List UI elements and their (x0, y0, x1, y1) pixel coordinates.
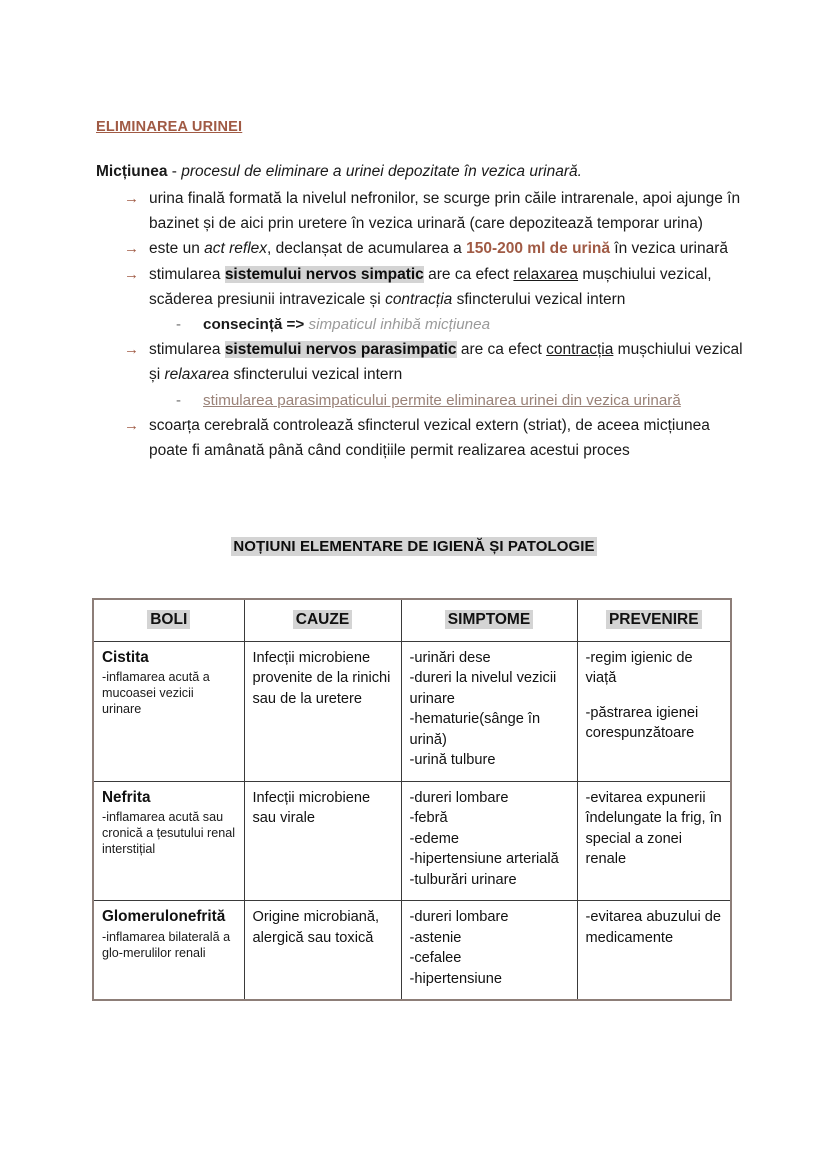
diseases-table (92, 598, 732, 1001)
prevention-item: -regim igienic de viață (585, 649, 693, 686)
symptom-item: -dureri lombare (409, 909, 509, 925)
definition-term: Micțiunea (96, 163, 168, 180)
bullet-text-run: are ca efect (456, 341, 547, 359)
cell-disease (93, 781, 244, 901)
bullet-item (96, 186, 746, 236)
symptom-item: -hematurie(sânge în urină) (409, 711, 541, 748)
bullet-text-run: relaxarea (513, 265, 579, 283)
bullet-text-run: stimularea (149, 265, 225, 283)
bullet-text-run: mușchiului vezical, scăderea presiunii intravezicale și (149, 265, 712, 308)
cell-prevenire (577, 641, 731, 781)
bullet-text-run: este un (149, 240, 205, 258)
diseases-table-wrapper (92, 598, 730, 1001)
symptom-item: -urină tulbure (409, 752, 496, 768)
table-column-header-label: BOLI (147, 610, 190, 629)
table-column-header (401, 599, 577, 641)
bullet-item (96, 236, 746, 261)
bullet-text-run: stimularea parasimpaticului permite eliminarea urinei din vezica urinară (203, 391, 681, 409)
cell-cauze: Infecții microbiene provenite de la rinichi sau de la uretere (244, 641, 401, 781)
table-column-header (93, 599, 244, 641)
symptom-item: -hipertensiune (409, 970, 502, 987)
bullet-text-run: consecință => (203, 316, 305, 334)
symptom-item: -hipertensiune arterială (409, 851, 559, 867)
bullet-item (96, 413, 746, 463)
bullet-text-run: , declanșat de acumularea a (267, 240, 467, 258)
table-column-header (244, 599, 401, 641)
dash-bullet-icon: - (176, 391, 181, 409)
definition-line (96, 160, 582, 183)
symptom-item: -dureri la nivelul vezicii urinare (409, 670, 557, 707)
symptom-item: -edeme (409, 830, 459, 847)
bullet-text-run: are ca efect (423, 265, 514, 283)
sub-bullet-item (96, 312, 746, 337)
definition-text: procesul de eliminare a urinei depozitate în vezica urinară. (181, 163, 582, 180)
bullet-item (96, 262, 746, 312)
bullet-list (96, 186, 746, 463)
definition-separator: - (167, 163, 182, 180)
bullet-text-run: act reflex (204, 240, 268, 258)
cell-prevenire (577, 901, 731, 1001)
arrow-bullet-icon: → (124, 265, 139, 283)
bullet-text-run: contracția (546, 341, 614, 359)
table-row (93, 901, 731, 1001)
symptom-item: -febră (409, 810, 448, 826)
bullet-item (96, 337, 746, 387)
table-column-header-label: PREVENIRE (606, 610, 702, 629)
arrow-bullet-icon: → (124, 190, 139, 207)
arrow-bullet-icon: → (124, 240, 139, 258)
disease-description: -inflamarea acută sau cronică a țesutului renal interstițial (102, 810, 236, 856)
dash-bullet-icon: - (176, 316, 181, 334)
table-body (93, 641, 731, 1000)
cell-disease (93, 641, 244, 781)
prevention-item: -păstrarea igienei corespunzătoare (585, 704, 699, 741)
table-column-header-label: SIMPTOME (445, 610, 533, 629)
bullet-text-run: sistemului nervos parasimpatic (224, 341, 457, 359)
bullet-text-run: sfincterului vezical intern (229, 366, 403, 384)
arrow-bullet-icon: → (124, 416, 139, 434)
table-header (93, 599, 731, 641)
table-row (93, 781, 731, 901)
page-title: ELIMINAREA URINEI (96, 119, 243, 135)
bullet-text-run: mușchiului vezical și (149, 341, 743, 384)
bullet-text-run: contracția (385, 290, 453, 308)
disease-name: Nefrita (102, 788, 151, 806)
disease-description: -inflamarea acută a mucoasei vezicii urinare (102, 670, 210, 716)
cell-disease (93, 901, 244, 1001)
symptom-item: -cefalee (409, 950, 462, 966)
table-header-row (93, 599, 731, 641)
sub-bullet-item (96, 388, 746, 413)
table-column-header-label: CAUZE (293, 610, 352, 629)
bullet-text-run: în vezica urinară (609, 240, 728, 258)
symptom-item: -astenie (409, 929, 462, 946)
cell-simptome (401, 641, 577, 781)
symptom-item: -tulburări urinare (409, 871, 517, 888)
section-heading (0, 538, 828, 556)
table-row (93, 641, 731, 781)
cell-cauze: Infecții microbiene sau virale (244, 781, 401, 901)
cell-simptome (401, 781, 577, 901)
symptom-item: -urinări dese (409, 649, 491, 666)
disease-name: Glomerulonefrită (102, 908, 226, 925)
bullet-text-run: simpaticul inhibă micțiunea (304, 316, 491, 334)
cell-cauze: Origine microbiană, alergică sau toxică (244, 901, 401, 1001)
bullet-text-run: sistemului nervos simpatic (224, 265, 424, 283)
cell-simptome (401, 901, 577, 1001)
arrow-bullet-icon: → (124, 341, 139, 359)
bullet-text-run: 150-200 ml de urină (466, 240, 610, 258)
section-heading-label: NOȚIUNI ELEMENTARE DE IGIENĂ ȘI PATOLOGIE (233, 538, 595, 555)
disease-name: Cistita (102, 648, 149, 666)
prevention-item: -evitarea expunerii îndelungate la frig, în special a zonei renale (585, 789, 722, 867)
cell-prevenire (577, 781, 731, 901)
disease-description: -inflamarea bilaterală a glo-merulilor renali (102, 929, 231, 960)
prevention-item: -evitarea abuzului de medicamente (585, 909, 721, 946)
bullet-text-run: scoarța cerebrală controlează sfincterul vezical extern (striat), de aceea micțiunea poate fi amânată până când condițiile permit realizarea acestui proces (149, 416, 710, 460)
bullet-text-run: sfincterului vezical intern (452, 290, 626, 308)
symptom-item: -dureri lombare (409, 789, 509, 806)
bullet-text-run: stimularea (149, 341, 225, 359)
bullet-text-run: urina finală formată la nivelul nefronilor, se scurge prin căile intrarenale, apoi ajunge în bazinet și de aici prin uretere în vezica urinară (care depozitează temporar urina) (149, 190, 741, 233)
bullet-text-run: relaxarea (164, 366, 230, 384)
table-column-header (577, 599, 731, 641)
prevention-spacer (586, 689, 723, 703)
